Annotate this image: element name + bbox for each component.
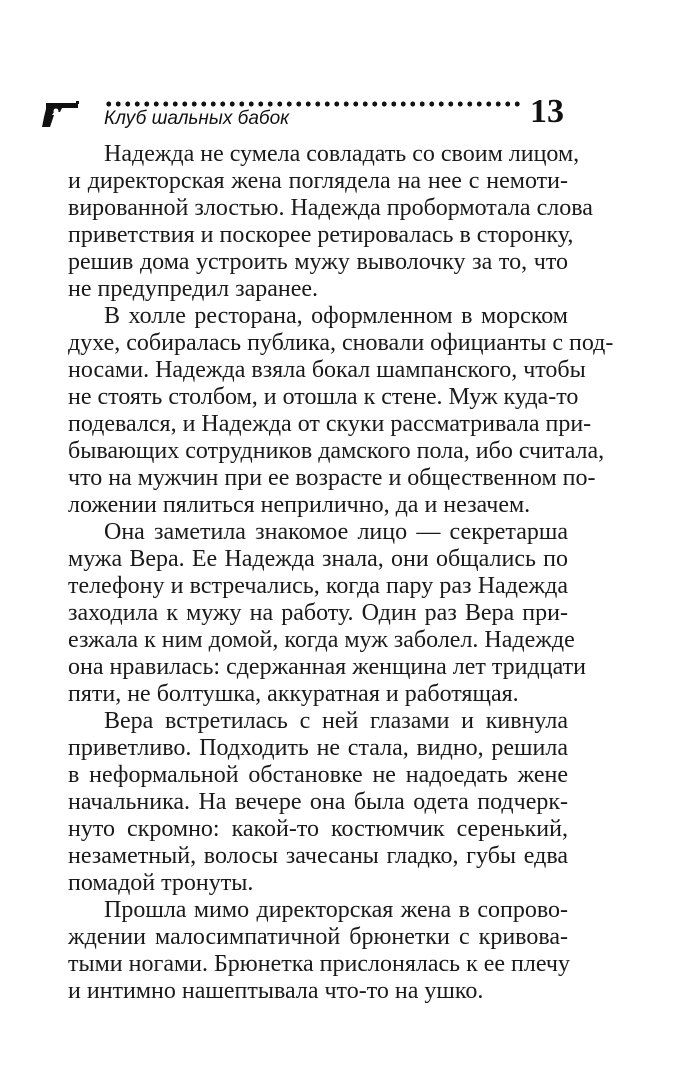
text-line: и директорская жена поглядела на нее с немоти- (68, 168, 568, 194)
text-line: она нравилась: сдержанная женщина лет тридцати (68, 654, 586, 680)
text-line: В холле ресторана, оформленном в морском (104, 303, 568, 329)
running-title: Клуб шальных бабок (104, 108, 290, 129)
text-line: решив дома устроить мужу выволочку за то, что (68, 249, 568, 275)
text-line: ложении пялиться неприлично, да и незачем. (68, 492, 531, 518)
text-line: нуто скромно: какой-то костюмчик серенький, (68, 816, 568, 842)
page-number: 13 (530, 93, 564, 130)
text-line: пяти, не болтушка, аккуратная и работящая. (68, 681, 519, 707)
text-line: что на мужчин при ее возрасте и общественном по- (68, 465, 596, 491)
paragraph (68, 519, 586, 708)
text-line: духе, собиралась публика, сновали официанты с под- (68, 330, 614, 356)
text-line: не стоять столбом, и отошла к стене. Муж куда-то (68, 384, 579, 410)
text-line: вированной злостью. Надежда пробормотала слова (68, 195, 593, 221)
text-line: незаметный, волосы зачесаны гладко, губы едва (68, 843, 568, 869)
text-line: приветствия и поскорее ретировалась в сторонку, (68, 222, 574, 248)
text-line: заходила к мужу на работу. Один раз Вера при- (68, 600, 568, 626)
paragraph (68, 897, 568, 1005)
text-line: подевался, и Надежда от скуки рассматривала при- (68, 411, 592, 437)
paragraph (68, 303, 614, 519)
paragraph (68, 708, 568, 897)
dotted-rule (104, 100, 522, 108)
text-line: ждении малосимпатичной брюнетки с кривова- (68, 924, 568, 950)
text-line: бывающих сотрудников дамского пола, ибо считала, (68, 438, 605, 464)
text-line: мужа Вера. Ее Надежда знала, они общались по (68, 546, 568, 572)
text-line: начальника. На вечере она была одета подчерк- (68, 789, 568, 815)
text-line: тыми ногами. Брюнетка прислонялась к ее плечу (68, 951, 570, 977)
revolver-icon (40, 99, 80, 129)
text-line: Вера встретилась с ней глазами и кивнула (104, 708, 568, 734)
text-line: Надежда не сумела совладать со своим лицом, (104, 141, 580, 167)
text-line: помадой тронуты. (68, 870, 254, 896)
text-line: носами. Надежда взяла бокал шампанского, чтобы (68, 357, 586, 383)
body-text (68, 141, 614, 1005)
text-line: не предупредил заранее. (68, 276, 319, 302)
text-line: Она заметила знакомое лицо — секретарша (104, 519, 568, 545)
running-header (0, 0, 691, 150)
paragraph (68, 141, 593, 303)
text-line: и интимно нашептывала что-то на ушко. (68, 978, 484, 1004)
text-line: Прошла мимо директорская жена в сопрово- (104, 897, 568, 923)
text-line: приветливо. Подходить не стала, видно, решила (68, 735, 568, 761)
text-line: телефону и встречались, когда пару раз Надежда (68, 573, 568, 599)
text-line: в неформальной обстановке не надоедать жене (68, 762, 568, 788)
text-line: езжала к ним домой, когда муж заболел. Надежде (68, 627, 575, 653)
